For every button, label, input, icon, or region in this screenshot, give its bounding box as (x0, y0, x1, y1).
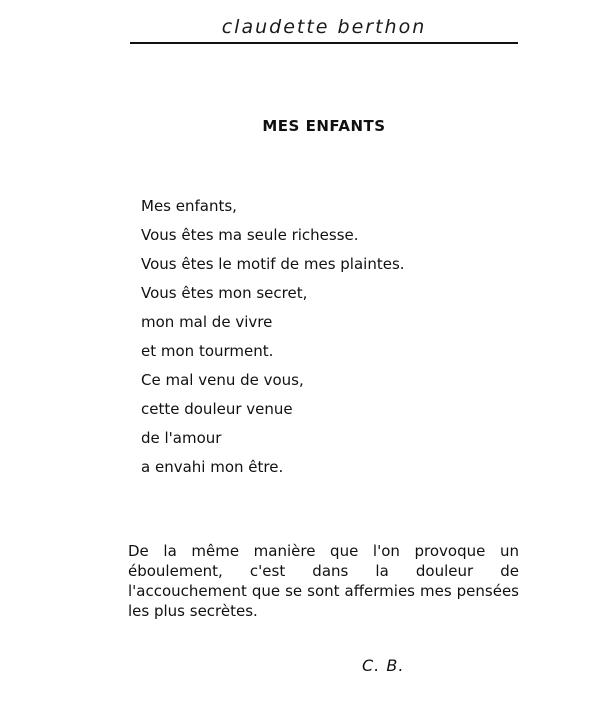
poem-line: Vous êtes mon secret, (141, 284, 308, 302)
poem-line: cette douleur venue (141, 400, 293, 418)
prose-paragraph: De la même manière que l'on provoque un éboulement, c'est dans la douleur de l'accouchement que se sont affermies mes pensées les plus secrètes. (128, 542, 519, 620)
poem-title: MES ENFANTS (262, 117, 386, 135)
poem-line: Mes enfants, (141, 197, 237, 215)
running-header-author: claudette berthon (221, 16, 427, 38)
poem-line: et mon tourment. (141, 342, 274, 360)
signature-initials: C. B. (362, 656, 405, 675)
poem-line: Vous êtes le motif de mes plaintes. (141, 255, 405, 273)
poem-line: mon mal de vivre (141, 313, 273, 331)
header-divider (130, 42, 518, 44)
poem-line: a envahi mon être. (141, 458, 284, 476)
poem-line: Vous êtes ma seule richesse. (141, 226, 359, 244)
poem-line: Ce mal venu de vous, (141, 371, 304, 389)
poem-body (141, 196, 405, 486)
poem-line: de l'amour (141, 429, 222, 447)
